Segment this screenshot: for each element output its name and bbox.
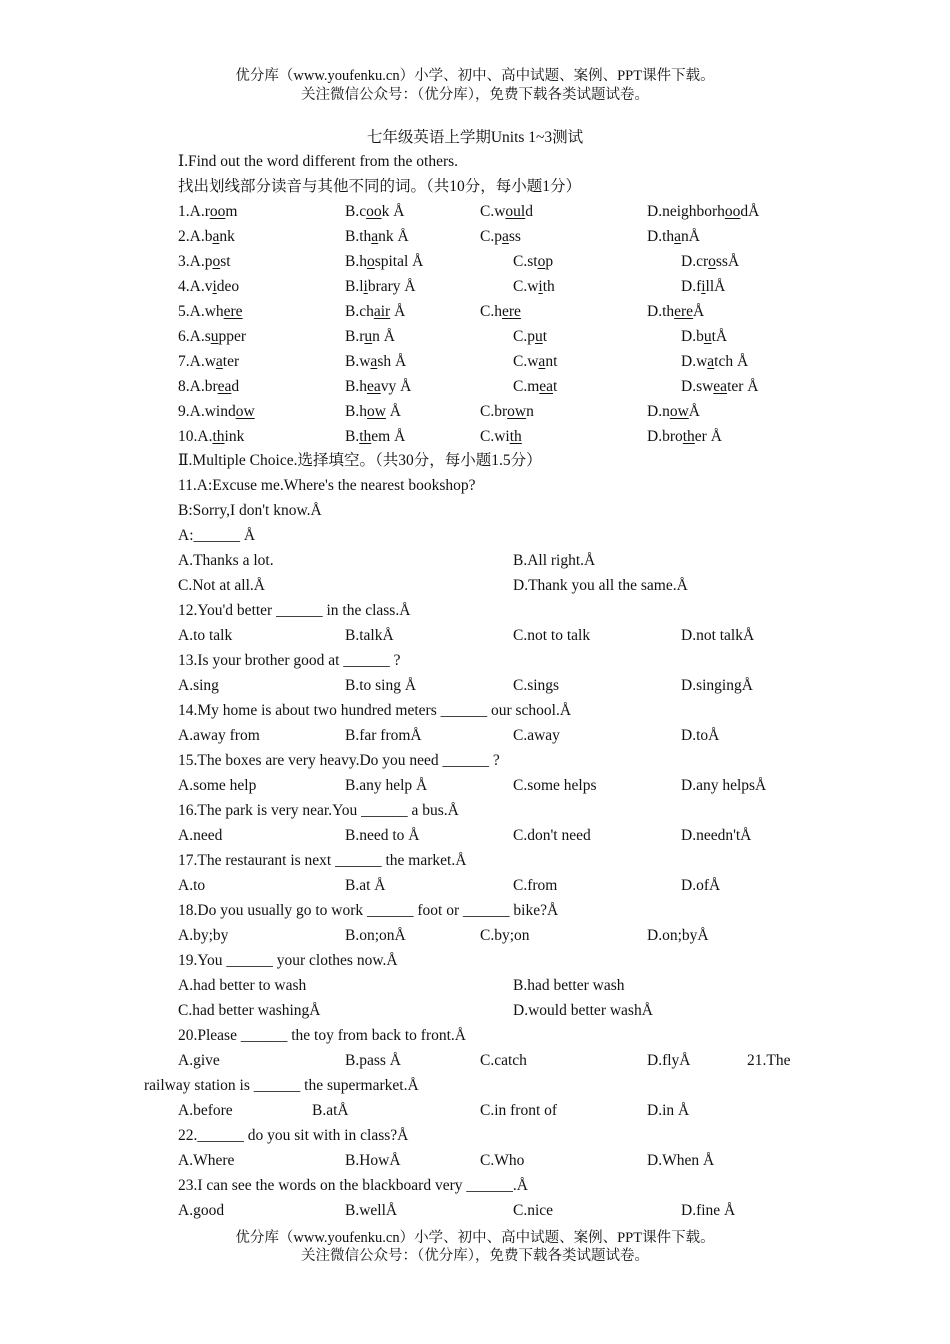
answer-option: C.Who	[480, 1152, 525, 1169]
answer-option: B.on;onÅ	[345, 927, 406, 944]
answer-option: A.need	[178, 827, 223, 844]
phonetics-option: 10.A.think	[178, 428, 245, 445]
answer-option: C.nice	[513, 1202, 554, 1219]
underlined-sound: ea	[366, 378, 381, 395]
underlined-sound: a	[371, 228, 379, 245]
options-row	[0, 1051, 950, 1071]
options-row	[0, 776, 950, 796]
underlined-sound: a	[212, 228, 220, 245]
answer-option: 21.The	[747, 1052, 791, 1069]
question-text: 16.The park is very near.You ______ a bus.Å	[178, 802, 459, 819]
underlined-sound: i	[538, 278, 543, 295]
underlined-sound: ere	[223, 303, 243, 320]
answer-option: B.far fromÅ	[345, 727, 422, 744]
phonetics-option: C.stop	[513, 253, 554, 270]
phonetics-option: B.chair Å	[345, 303, 406, 320]
underlined-sound: i	[363, 278, 368, 295]
phonetics-row	[0, 352, 950, 372]
phonetics-row	[0, 227, 950, 247]
options-row	[0, 626, 950, 646]
phonetics-option: B.thank Å	[345, 228, 409, 245]
phonetics-option: 6.A.supper	[178, 328, 247, 345]
answer-option: D.toÅ	[681, 727, 720, 744]
options-row	[0, 1201, 950, 1221]
question-text: 13.Is your brother good at ______ ?	[178, 652, 401, 669]
answer-option: D.flyÅ	[647, 1052, 691, 1069]
phonetics-option: C.with	[480, 428, 522, 445]
question-text: B:Sorry,I don't know.Å	[178, 502, 322, 519]
answer-option: D.any helpsÅ	[681, 777, 767, 794]
answer-option: C.from	[513, 877, 558, 894]
underlined-sound: u	[210, 328, 219, 345]
underlined-sound: i	[701, 278, 706, 295]
underlined-sound: th	[212, 428, 225, 445]
answer-option: C.sings	[513, 677, 560, 694]
underlined-sound: oo	[724, 203, 741, 220]
answer-option: B.atÅ	[312, 1102, 349, 1119]
phonetics-option: 3.A.post	[178, 253, 231, 270]
underlined-sound: i	[212, 278, 217, 295]
underlined-sound: a	[370, 353, 378, 370]
answer-option: C.not to talk	[513, 627, 591, 644]
underlined-sound: oo	[209, 203, 226, 220]
options-row	[0, 1001, 950, 1021]
phonetics-option: B.library Å	[345, 278, 416, 295]
underlined-sound: oo	[366, 203, 382, 220]
answer-option: D.When Å	[647, 1152, 715, 1169]
underlined-sound: a	[215, 353, 223, 370]
underlined-sound: a	[501, 228, 509, 245]
answer-option: A.to talk	[178, 627, 233, 644]
underlined-sound: o	[537, 253, 546, 270]
phonetics-option: D.sweater Å	[681, 378, 759, 395]
footer-line-2: 关注微信公众号：（优分库），免费下载各类试题试卷。	[301, 1248, 649, 1264]
footer-line-1: 优分库（www.youfenku.cn）小学、初中、高中试题、案例、PPT课件下载。	[235, 1230, 715, 1246]
underlined-sound: o	[366, 253, 375, 270]
phonetics-option: D.thereÅ	[647, 303, 705, 320]
options-row	[0, 676, 950, 696]
answer-option: C.had better washingÅ	[178, 1002, 321, 1019]
question-text: 17.The restaurant is next ______ the market.Å	[178, 852, 467, 869]
answer-option: C.Not at all.Å	[178, 577, 265, 594]
options-row	[0, 1101, 950, 1121]
question-text: 12.You'd better ______ in the class.Å	[178, 602, 411, 619]
underlined-sound: ere	[501, 303, 521, 320]
question-text: 14.My home is about two hundred meters ______ our school.Å	[178, 702, 572, 719]
underlined-sound: th	[359, 428, 372, 445]
phonetics-row	[0, 202, 950, 222]
question-text: 23.I can see the words on the blackboard very ______.Å	[178, 1177, 528, 1194]
phonetics-option: B.hospital Å	[345, 253, 424, 270]
underlined-sound: ea	[713, 378, 728, 395]
phonetics-option: D.neighborhoodÅ	[647, 203, 760, 220]
options-row	[0, 1151, 950, 1171]
answer-option: D.not talkÅ	[681, 627, 755, 644]
answer-option: C.away	[513, 727, 560, 744]
answer-option: B.talkÅ	[345, 627, 394, 644]
underlined-sound: a	[674, 228, 682, 245]
underlined-sound: th	[509, 428, 522, 445]
question-text: A:______ Å	[178, 527, 256, 544]
phonetics-option: 4.A.video	[178, 278, 240, 295]
underlined-sound: ow	[235, 403, 255, 420]
options-row	[0, 926, 950, 946]
phonetics-row	[0, 327, 950, 347]
phonetics-row	[0, 302, 950, 322]
phonetics-option: 2.A.bank	[178, 228, 235, 245]
section1-instruction: 找出划线部分读音与其他不同的词。（共10分，每小题1分）	[178, 178, 582, 195]
phonetics-option: C.here	[480, 303, 521, 320]
phonetics-option: B.wash Å	[345, 353, 407, 370]
phonetics-option: C.pass	[480, 228, 521, 245]
answer-option: D.singingÅ	[681, 677, 753, 694]
question-text: 22.______ do you sit with in class?Å	[178, 1127, 409, 1144]
phonetics-option: D.crossÅ	[681, 253, 740, 270]
options-row	[0, 576, 950, 596]
underlined-sound: ow	[507, 403, 527, 420]
answer-option: C.some helps	[513, 777, 597, 794]
question-text: 11.A:Excuse me.Where's the nearest bookshop?	[178, 477, 476, 494]
phonetics-option: C.would	[480, 203, 533, 220]
phonetics-option: C.with	[513, 278, 555, 295]
underlined-sound: ea	[217, 378, 232, 395]
section2-heading: Ⅱ.Multiple Choice.选择填空。（共30分，每小题1.5分）	[178, 452, 542, 469]
underlined-sound: o	[708, 253, 716, 270]
answer-option: A.give	[178, 1052, 220, 1069]
options-row	[0, 876, 950, 896]
answer-option: B.at Å	[345, 877, 386, 894]
answer-option: D.on;byÅ	[647, 927, 709, 944]
answer-option: A.Where	[178, 1152, 235, 1169]
phonetics-option: D.fillÅ	[681, 278, 726, 295]
phonetics-option: D.brother Å	[647, 428, 722, 445]
question-text: railway station is ______ the supermarket.Å	[144, 1077, 419, 1094]
section1-heading: Ⅰ.Find out the word different from the others.	[178, 153, 459, 170]
phonetics-option: 1.A.room	[178, 203, 238, 220]
answer-option: A.before	[178, 1102, 233, 1119]
underlined-sound: a	[538, 353, 546, 370]
underlined-sound: ere	[674, 303, 694, 320]
page-title: 七年级英语上学期Units 1~3测试	[366, 129, 584, 146]
options-row	[0, 551, 950, 571]
underlined-sound: th	[682, 428, 695, 445]
answer-option: A.away from	[178, 727, 260, 744]
answer-option: C.don't need	[513, 827, 591, 844]
answer-option: A.by;by	[178, 927, 229, 944]
answer-option: A.good	[178, 1202, 225, 1219]
phonetics-option: D.butÅ	[681, 328, 728, 345]
answer-option: A.had better to wash	[178, 977, 307, 994]
phonetics-option: 5.A.where	[178, 303, 243, 320]
underlined-sound: a	[707, 353, 715, 370]
phonetics-row	[0, 252, 950, 272]
question-text: 15.The boxes are very heavy.Do you need ______ ?	[178, 752, 500, 769]
answer-option: D.in Å	[647, 1102, 690, 1119]
answer-option: D.needn'tÅ	[681, 827, 752, 844]
answer-option: B.need to Å	[345, 827, 420, 844]
underlined-sound: u	[534, 328, 543, 345]
question-text: 19.You ______ your clothes now.Å	[178, 952, 398, 969]
answer-option: C.by;on	[480, 927, 530, 944]
phonetics-option: C.meat	[513, 378, 558, 395]
underlined-sound: ea	[539, 378, 554, 395]
phonetics-option: 7.A.water	[178, 353, 240, 370]
phonetics-option: 9.A.window	[178, 403, 255, 420]
phonetics-option: C.brown	[480, 403, 534, 420]
underlined-sound: ow	[669, 403, 689, 420]
answer-option: A.some help	[178, 777, 257, 794]
phonetics-row	[0, 377, 950, 397]
answer-option: D.fine Å	[681, 1202, 736, 1219]
phonetics-option: 8.A.bread	[178, 378, 240, 395]
header-line-1: 优分库（www.youfenku.cn）小学、初中、高中试题、案例、PPT课件下载。	[235, 68, 715, 84]
phonetics-option: B.how Å	[345, 403, 401, 420]
options-row	[0, 826, 950, 846]
answer-option: B.HowÅ	[345, 1152, 401, 1169]
answer-option: C.catch	[480, 1052, 527, 1069]
underlined-sound: ow	[366, 403, 386, 420]
answer-option: B.any help Å	[345, 777, 428, 794]
answer-option: A.to	[178, 877, 206, 894]
phonetics-row	[0, 427, 950, 447]
answer-option: D.ofÅ	[681, 877, 721, 894]
phonetics-row	[0, 277, 950, 297]
underlined-sound: air	[373, 303, 391, 320]
phonetics-option: D.thanÅ	[647, 228, 700, 245]
phonetics-option: B.run Å	[345, 328, 395, 345]
phonetics-option: B.heavy Å	[345, 378, 412, 395]
phonetics-option: C.want	[513, 353, 558, 370]
answer-option: B.wellÅ	[345, 1202, 398, 1219]
options-row	[0, 976, 950, 996]
underlined-sound: u	[364, 328, 373, 345]
phonetics-option: B.cook Å	[345, 203, 405, 220]
answer-option: B.to sing Å	[345, 677, 417, 694]
phonetics-option: B.them Å	[345, 428, 406, 445]
underlined-sound: oul	[505, 203, 526, 220]
options-row	[0, 726, 950, 746]
phonetics-option: C.put	[513, 328, 548, 345]
question-text: 18.Do you usually go to work ______ foot or ______ bike?Å	[178, 902, 559, 919]
answer-option: A.sing	[178, 677, 219, 694]
phonetics-option: D.watch Å	[681, 353, 749, 370]
answer-option: B.pass Å	[345, 1052, 401, 1069]
underlined-sound: u	[703, 328, 712, 345]
underlined-sound: o	[212, 253, 221, 270]
answer-option: B.All right.Å	[513, 552, 596, 569]
phonetics-option: D.nowÅ	[647, 403, 700, 420]
phonetics-row	[0, 402, 950, 422]
question-text: 20.Please ______ the toy from back to front.Å	[178, 1027, 466, 1044]
answer-option: D.Thank you all the same.Å	[513, 577, 688, 594]
header-line-2: 关注微信公众号：（优分库），免费下载各类试题试卷。	[301, 87, 649, 103]
answer-option: A.Thanks a lot.	[178, 552, 274, 569]
answer-option: C.in front of	[480, 1102, 558, 1119]
answer-option: B.had better wash	[513, 977, 625, 994]
answer-option: D.would better washÅ	[513, 1002, 653, 1019]
